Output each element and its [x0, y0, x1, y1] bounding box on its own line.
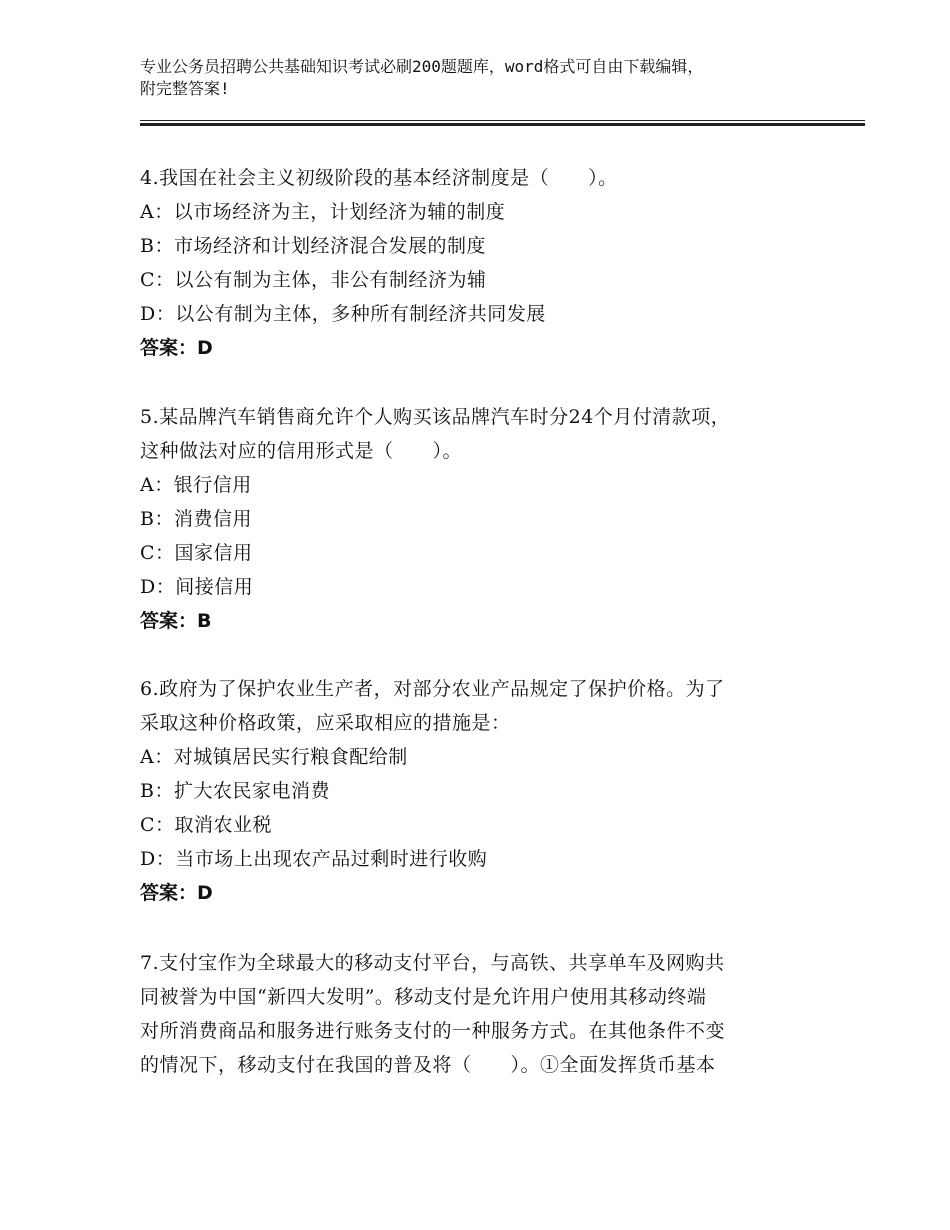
question-5 [140, 400, 860, 638]
question-stem: 同被誉为中国“新四大发明”。移动支付是允许用户使用其移动终端 [140, 986, 707, 1008]
question-7 [140, 946, 860, 1082]
question-6 [140, 672, 860, 910]
option-c: C：以公有制为主体，非公有制经济为辅 [140, 269, 487, 291]
option-c: C：国家信用 [140, 542, 253, 564]
question-stem: 对所消费商品和服务进行账务支付的一种服务方式。在其他条件不变 [140, 1020, 726, 1042]
answer: 答案：D [140, 337, 213, 359]
option-b: B：扩大农民家电消费 [140, 780, 330, 802]
header-line-1: 专业公务员招聘公共基础知识考试必刷200题题库，word格式可自由下载编辑， [140, 57, 704, 76]
question-stem: 4.我国在社会主义初级阶段的基本经济制度是（ ）。 [140, 167, 618, 189]
question-stem: 的情况下，移动支付在我国的普及将（ ）。①全面发挥货币基本 [140, 1054, 716, 1076]
header-divider-thin [140, 120, 865, 121]
option-c: C：取消农业税 [140, 814, 273, 836]
question-stem: 7.支付宝作为全球最大的移动支付平台，与高铁、共享单车及网购共 [140, 952, 725, 974]
header-line-2: 附完整答案! [140, 79, 230, 98]
question-stem: 6.政府为了保护农业生产者，对部分农业产品规定了保护价格。为了 [140, 678, 725, 700]
question-stem: 5.某品牌汽车销售商允许个人购买该品牌汽车时分24个月付清款项， [140, 406, 731, 428]
option-d: D：间接信用 [140, 576, 254, 598]
question-4 [140, 161, 860, 365]
option-a: A：对城镇居民实行粮食配给制 [140, 746, 408, 768]
option-d: D：以公有制为主体，多种所有制经济共同发展 [140, 303, 546, 325]
question-stem: 采取这种价格政策，应采取相应的措施是： [140, 712, 511, 734]
option-b: B：消费信用 [140, 508, 252, 530]
header-divider-thick [140, 123, 865, 126]
question-stem: 这种做法对应的信用形式是（ ）。 [140, 440, 463, 462]
answer: 答案：B [140, 610, 212, 632]
option-a: A：以市场经济为主，计划经济为辅的制度 [140, 201, 506, 223]
option-a: A：银行信用 [140, 474, 252, 496]
answer: 答案：D [140, 882, 213, 904]
option-b: B：市场经济和计划经济混合发展的制度 [140, 235, 486, 257]
document-header [140, 56, 870, 100]
option-d: D：当市场上出现农产品过剩时进行收购 [140, 848, 488, 870]
